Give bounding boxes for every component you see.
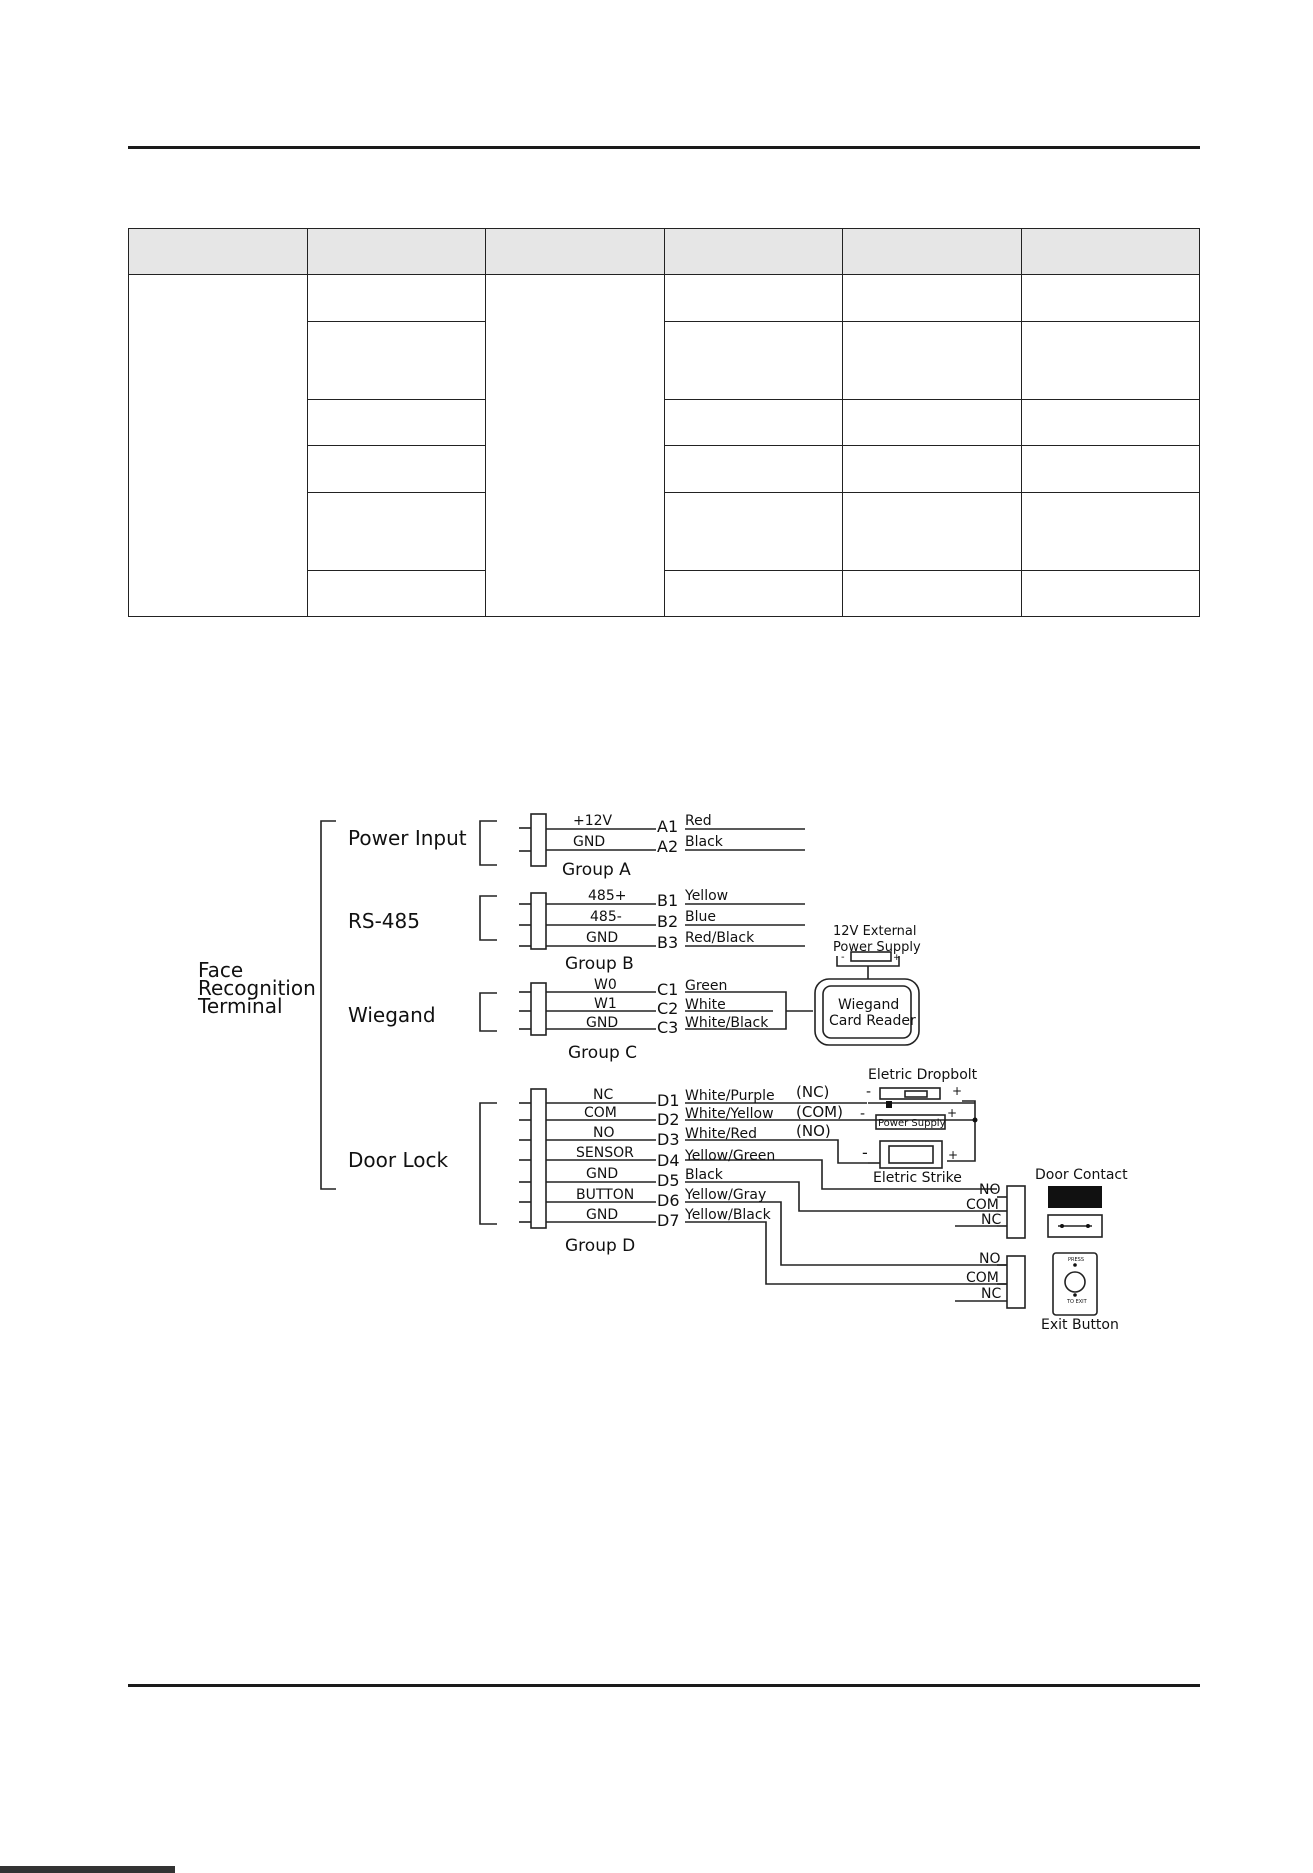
polarity-plus: +	[947, 1106, 958, 1120]
pin-id: A1	[657, 817, 679, 836]
wire-color: Red/Black	[685, 930, 755, 946]
polarity-plus: +	[893, 953, 901, 963]
wire-color: White/Purple	[685, 1088, 775, 1104]
pin-signal: NC	[593, 1087, 614, 1103]
ext-power-label: 12V External	[833, 924, 917, 939]
wire-color: White/Red	[685, 1126, 758, 1142]
header-cell	[664, 229, 843, 275]
wire-color: Yellow	[685, 888, 729, 904]
table-cell	[307, 275, 486, 322]
contact-pin: NC	[981, 1212, 1002, 1228]
table-cell	[843, 571, 1022, 617]
pin-id: C1	[657, 980, 679, 999]
table-cell	[307, 446, 486, 493]
table-cell	[843, 446, 1022, 493]
contact-pin: NO	[979, 1182, 1001, 1198]
table-cell	[664, 400, 843, 446]
polarity-plus: +	[948, 1148, 959, 1162]
table-cell	[843, 275, 1022, 322]
group-name: Power Input	[348, 826, 467, 850]
wiring-diagram	[0, 780, 1313, 1360]
table-header-row	[129, 229, 1200, 275]
exit-button-dot	[1073, 1293, 1077, 1297]
door-contact-label: Door Contact	[1035, 1167, 1128, 1183]
wire-color: Black	[685, 834, 723, 850]
table-cell	[1021, 400, 1200, 446]
pin-signal: W1	[594, 996, 617, 1012]
group-label: Group B	[565, 954, 634, 974]
pin-signal: 485-	[590, 909, 622, 925]
table-cell	[843, 493, 1022, 571]
table-cell	[843, 322, 1022, 400]
table-cell	[664, 275, 843, 322]
footer-strip	[0, 1866, 175, 1873]
terminal-label: Recognition	[198, 976, 316, 1000]
pin-id: A2	[657, 837, 679, 856]
pin-signal: GND	[586, 1015, 619, 1031]
strike-label: Eletric Strike	[873, 1170, 962, 1186]
pin-id: D7	[657, 1211, 680, 1230]
wire-color: White/Yellow	[685, 1106, 774, 1122]
polarity-minus: -	[841, 952, 845, 963]
wire-color: Black	[685, 1167, 723, 1183]
pin-signal: GND	[573, 834, 606, 850]
bottom-rule	[128, 1684, 1200, 1687]
pin-signal: COM	[584, 1105, 617, 1121]
table-row	[129, 275, 1200, 322]
dropbolt-marker	[886, 1101, 892, 1108]
table-cell	[486, 275, 665, 617]
pin-id: B3	[657, 933, 679, 952]
pin-signal: GND	[586, 1207, 619, 1223]
terminal-label: Terminal	[198, 994, 283, 1018]
header-cell	[486, 229, 665, 275]
pin-signal: GND	[586, 930, 619, 946]
relay-tag: (NC)	[796, 1083, 830, 1101]
table-cell	[307, 493, 486, 571]
wire-color: Blue	[685, 909, 716, 925]
table-cell	[664, 571, 843, 617]
table-cell	[1021, 275, 1200, 322]
table-cell	[1021, 571, 1200, 617]
pin-signal: SENSOR	[576, 1145, 634, 1161]
pin-signal: W0	[594, 977, 617, 993]
polarity-minus: -	[862, 1143, 868, 1162]
wire-color: Yellow/Gray	[685, 1187, 767, 1203]
card-reader-label: Card Reader	[829, 1013, 916, 1029]
door-contact-magnet	[1048, 1186, 1102, 1208]
table-cell	[1021, 322, 1200, 400]
table-cell	[307, 571, 486, 617]
pin-signal: GND	[586, 1166, 619, 1182]
table-cell	[843, 400, 1022, 446]
pin-id: B2	[657, 912, 679, 931]
pin-id: B1	[657, 891, 679, 910]
header-cell	[307, 229, 486, 275]
button-face-text: TO EXIT	[1067, 1299, 1087, 1305]
table-cell	[1021, 493, 1200, 571]
pin-id: D6	[657, 1191, 680, 1210]
button-pin: COM	[966, 1270, 999, 1286]
exit-button-dot	[1073, 1263, 1077, 1267]
wire-junction	[973, 1118, 978, 1123]
table-cell	[307, 400, 486, 446]
group-label: Group D	[565, 1236, 636, 1256]
exit-button-label: Exit Button	[1041, 1317, 1119, 1333]
table-cell	[129, 275, 308, 617]
header-cell	[129, 229, 308, 275]
pin-id: D5	[657, 1171, 680, 1190]
table-cell	[664, 322, 843, 400]
button-face-text: PRESS	[1068, 1257, 1084, 1263]
wire-color: Red	[685, 813, 712, 829]
pin-signal: 485+	[588, 888, 627, 904]
pin-signal: BUTTON	[576, 1187, 635, 1203]
table-cell	[664, 493, 843, 571]
wire-color: Yellow/Black	[685, 1207, 771, 1223]
pin-id: C3	[657, 1018, 679, 1037]
contact-pin: COM	[966, 1197, 999, 1213]
table-cell	[664, 446, 843, 493]
wire-color: White	[685, 997, 726, 1013]
group-name: RS-485	[348, 909, 420, 933]
group-name: Door Lock	[348, 1148, 449, 1172]
table-cell	[307, 322, 486, 400]
pin-signal: +12V	[573, 813, 613, 829]
button-pin: NC	[981, 1286, 1002, 1302]
relay-tag: (COM)	[796, 1103, 843, 1121]
ext-power-label: Power Supply	[833, 940, 921, 955]
wire-color: Green	[685, 978, 728, 994]
door-contact-dot	[1086, 1224, 1090, 1228]
header-cell	[843, 229, 1022, 275]
polarity-plus: +	[952, 1084, 963, 1098]
wire-color: Yellow/Green	[685, 1148, 776, 1164]
group-label: Group C	[568, 1043, 638, 1063]
wire-color: White/Black	[685, 1015, 769, 1031]
pin-signal: NO	[593, 1125, 615, 1141]
relay-tag: (NO)	[796, 1122, 831, 1140]
card-reader-label: Wiegand	[838, 997, 900, 1013]
pin-id: D3	[657, 1130, 680, 1149]
dropbolt-label: Eletric Dropbolt	[868, 1067, 978, 1083]
button-pin: NO	[979, 1251, 1001, 1267]
pin-id: D2	[657, 1110, 680, 1129]
polarity-minus: -	[860, 1106, 866, 1122]
spec-table	[128, 228, 1200, 617]
group-name: Wiegand	[348, 1003, 436, 1027]
polarity-minus: -	[866, 1084, 872, 1100]
table-cell	[1021, 446, 1200, 493]
pin-id: D4	[657, 1151, 680, 1170]
top-rule	[128, 146, 1200, 149]
header-cell	[1021, 229, 1200, 275]
terminal-label: Face	[198, 958, 244, 982]
pin-id: D1	[657, 1091, 680, 1110]
power-supply-label: Power Supply	[878, 1118, 946, 1129]
door-contact-dot	[1060, 1224, 1064, 1228]
pin-id: C2	[657, 999, 679, 1018]
group-label: Group A	[562, 860, 631, 880]
